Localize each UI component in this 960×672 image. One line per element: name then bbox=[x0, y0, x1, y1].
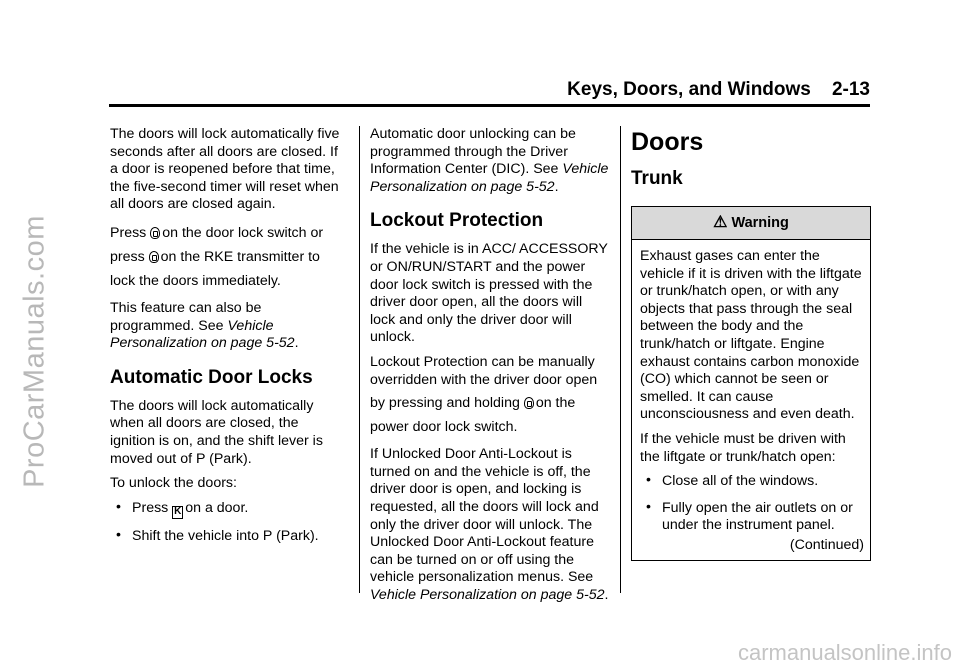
auto-lock-paragraph: The doors will lock automatically five seconds after all doors are closed. If a door is reopened before that time, the five-second timer will reset when all doors are closed again. bbox=[110, 126, 340, 213]
header-rule bbox=[109, 104, 870, 107]
override-press-text-3: power door lock switch. bbox=[370, 419, 518, 436]
column-divider-2 bbox=[620, 126, 621, 593]
anti-lockout-paragraph bbox=[370, 446, 610, 604]
warning-icon: ⚠ bbox=[713, 214, 728, 231]
press-label: Press bbox=[110, 224, 147, 241]
period: . bbox=[294, 335, 299, 352]
lockout-paragraph: If the vehicle is in ACC/ ACCESSORY or ON/RUN/START and the power door lock switch is pressed with the driver door open, all the doors will lock and only the driver door will unlock. bbox=[370, 241, 608, 346]
anti-lockout-text: If Unlocked Door Anti-Lockout is turned on and the vehicle is off, the driver door is open, and locking is requested, all the doors will lock and only the driver door will unlock. The Unlocked Door Anti-Lockout feature can be turned on or off using the vehicle personalization menus. See bbox=[370, 446, 599, 586]
vehicle-personalization-link[interactable]: Vehicle Personalization on page 5-52 bbox=[110, 317, 295, 352]
list-item: • Shift the vehicle into P (Park). bbox=[110, 528, 347, 546]
programmed-text: This feature can also be programmed. See bbox=[110, 299, 262, 334]
list-item: • Close all of the windows. bbox=[640, 473, 864, 491]
unlock-intro: To unlock the doors: bbox=[110, 475, 237, 492]
override-text: Lockout Protection can be manually overridden with the driver door open bbox=[370, 353, 598, 388]
override-press-text-2: on the bbox=[535, 395, 576, 412]
warning-body bbox=[632, 240, 870, 560]
column-3 bbox=[631, 126, 871, 561]
column-2 bbox=[370, 126, 610, 611]
lock-key-icon bbox=[150, 227, 160, 239]
press-lock-instructions bbox=[110, 221, 347, 293]
period: . bbox=[604, 586, 609, 603]
section-heading-automatic-door-locks: Automatic Door Locks bbox=[110, 366, 313, 388]
press-text: on the door lock switch or bbox=[162, 224, 324, 241]
vehicle-personalization-link[interactable]: Vehicle Personalization on page 5-52 bbox=[370, 586, 605, 603]
page-header-title: Keys, Doors, and Windows 2-13 bbox=[567, 79, 870, 100]
press-text-2: on the RKE transmitter to bbox=[160, 248, 320, 265]
section-heading-lockout-protection: Lockout Protection bbox=[370, 210, 544, 232]
automatic-locks-paragraph: The doors will lock automatically when all doors are closed, the ignition is on, and the shift lever is moved out of P (Park). bbox=[110, 397, 323, 467]
press-label: Press bbox=[132, 499, 169, 516]
override-press-text: by pressing and holding bbox=[370, 395, 520, 412]
list-item: • Fully open the air outlets on or under the instrument panel. bbox=[640, 500, 864, 535]
list-item bbox=[110, 500, 347, 519]
auto-unlock-text: Automatic door unlocking can be programmed through the Driver Information Center (DIC). See bbox=[370, 126, 576, 178]
continued-label: (Continued) bbox=[789, 536, 864, 553]
period: . bbox=[554, 178, 559, 195]
list-item-text: on a door. bbox=[185, 499, 249, 516]
section-heading-trunk: Trunk bbox=[631, 168, 683, 189]
lock-key-icon bbox=[524, 397, 534, 409]
press-label-2: press bbox=[110, 248, 145, 265]
warning-paragraph: Exhaust gases can enter the vehicle if it is driven with the liftgate or trunk/hatch open, or with any objects that pass through the seal between the body and the trunk/hatch or liftgate. Engine exhaust contains carbon monoxide (CO) which cannot be seen or smelled. It can cause unconsciousness and even death. bbox=[640, 248, 862, 423]
chapter-heading-doors: Doors bbox=[631, 128, 704, 156]
warning-box bbox=[631, 206, 871, 561]
override-press-line bbox=[370, 391, 610, 439]
column-divider-1 bbox=[359, 126, 360, 593]
vehicle-personalization-link[interactable]: Vehicle Personalization on page 5-52 bbox=[370, 161, 609, 195]
side-watermark: ProCarManuals.com bbox=[18, 215, 51, 488]
warning-title: Warning bbox=[731, 215, 789, 231]
warning-header bbox=[632, 207, 870, 240]
warning-list bbox=[640, 473, 864, 535]
programmed-paragraph bbox=[110, 300, 347, 353]
unlock-list bbox=[110, 500, 347, 546]
press-text-3: lock the doors immediately. bbox=[110, 272, 281, 289]
column-1 bbox=[110, 126, 347, 554]
unlock-key-icon: K bbox=[174, 505, 182, 517]
override-paragraph bbox=[370, 354, 610, 389]
lock-key-icon bbox=[149, 251, 159, 263]
auto-unlock-paragraph bbox=[370, 126, 610, 196]
warning-paragraph-2: If the vehicle must be driven with the liftgate or trunk/hatch open: bbox=[640, 430, 846, 465]
bottom-watermark: carmanualsonline.info bbox=[737, 640, 952, 665]
